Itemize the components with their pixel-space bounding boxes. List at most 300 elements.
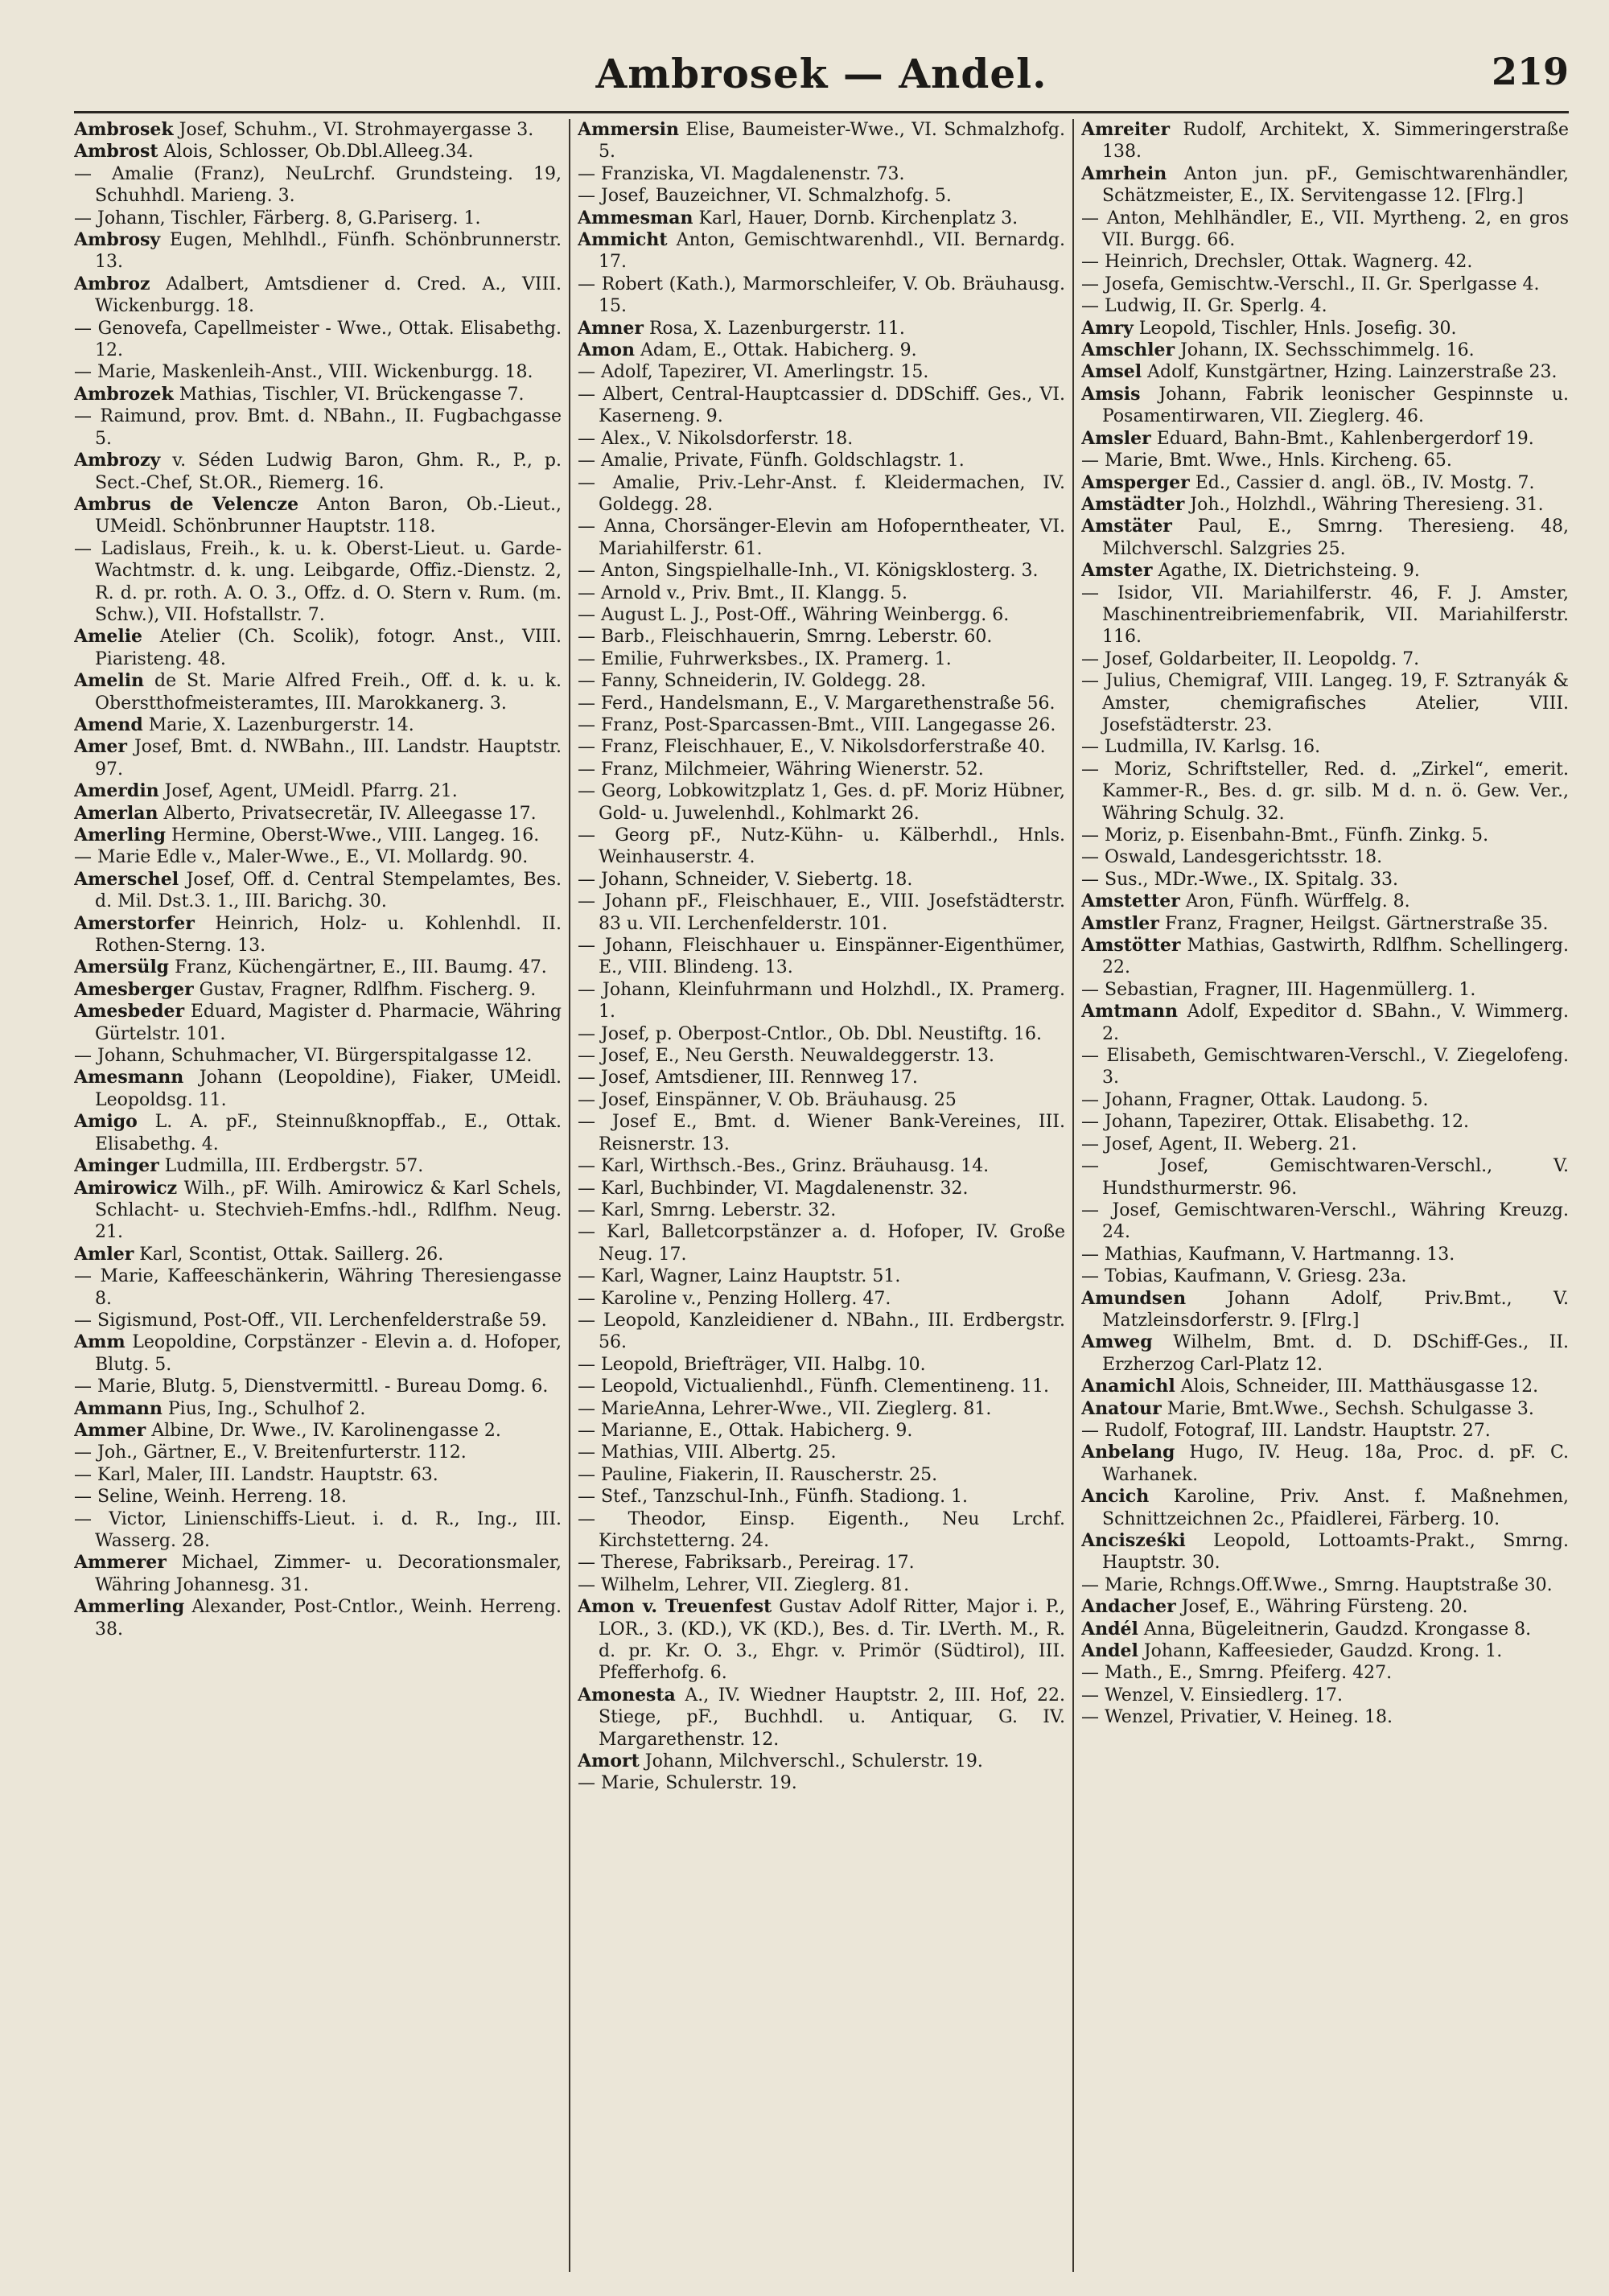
directory-entry xyxy=(578,1442,1065,1463)
entry-text: Johann, IX. Sechsschimmelg. 16. xyxy=(1180,340,1475,361)
directory-entry xyxy=(578,185,1065,207)
column-2 xyxy=(578,119,1065,2272)
entry-text: — Theodor, Einsp. Eigenth., Neu Lrchf. Kirchstetterng. 24. xyxy=(578,1508,1065,1551)
directory-entry xyxy=(578,516,1065,560)
directory-entry xyxy=(578,1178,1065,1199)
directory-entry xyxy=(1081,1288,1569,1332)
entry-text: Adolf, Expeditor d. SBahn., V. Wimmerg. 2. xyxy=(1102,1002,1569,1044)
directory-entry xyxy=(1081,472,1569,494)
directory-entry xyxy=(578,318,1065,339)
entry-surname: Amelie xyxy=(74,626,143,648)
entry-text: Marie, X. Lazenburgerstr. 14. xyxy=(148,714,414,735)
entry-surname: Ammicht xyxy=(578,229,668,251)
directory-entry xyxy=(74,229,562,274)
entry-text: — Mathias, Kaufmann, V. Hartmanng. 13. xyxy=(1081,1244,1455,1265)
entry-surname: Amerstorfer xyxy=(74,912,195,934)
directory-entry xyxy=(578,163,1065,185)
entry-text: Anton Baron, Ob.-Lieut., UMeidl. Schönbrunner Hauptstr. 118. xyxy=(95,494,562,537)
entry-text: — Marie, Rchngs.Off.Wwe., Smrng. Hauptstraße 30. xyxy=(1081,1574,1553,1595)
entry-surname: Amort xyxy=(578,1751,640,1772)
directory-entry xyxy=(578,1376,1065,1397)
entry-text: — Marie, Kaffeeschänkerin, Währing Theresiengasse 8. xyxy=(74,1266,562,1309)
entry-text: Michael, Zimmer- u. Decorationsmaler, Währing Johannesg. 31. xyxy=(95,1553,562,1595)
directory-entry xyxy=(578,1354,1065,1376)
entry-text: Karl, Scontist, Ottak. Saillerg. 26. xyxy=(139,1244,444,1265)
entry-text: — Wilhelm, Lehrer, VII. Zieglerg. 81. xyxy=(578,1574,910,1595)
entry-surname: Amer xyxy=(74,736,127,758)
entry-text: — Leopold, Kanzleidiener d. NBahn., III. Erdbergstr. 56. xyxy=(578,1310,1065,1353)
entry-text: — Ferd., Handelsmann, E., V. Margarethenstraße 56. xyxy=(578,693,1056,714)
directory-entry xyxy=(1081,516,1569,560)
entry-text: — August L. J., Post-Off., Währing Weinbergg. 6. xyxy=(578,604,1010,625)
entry-text: Johann, Milchverschl., Schulerstr. 19. xyxy=(644,1751,983,1772)
entry-text: Rosa, X. Lazenburgerstr. 11. xyxy=(648,318,905,339)
entry-text: — Josef, Agent, II. Weberg. 21. xyxy=(1081,1134,1357,1154)
directory-entry xyxy=(1081,1376,1569,1397)
entry-text: — Leopold, Victualienhdl., Fünfh. Clementineng. 11. xyxy=(578,1376,1049,1397)
directory-entry xyxy=(1081,384,1569,428)
entry-text: — Josef, Bauzeichner, VI. Schmalzhofg. 5. xyxy=(578,186,952,207)
directory-entry xyxy=(578,780,1065,825)
directory-entry xyxy=(578,1067,1065,1088)
directory-entry xyxy=(74,1376,562,1397)
directory-entry xyxy=(74,1331,562,1376)
directory-entry xyxy=(578,648,1065,670)
directory-entry xyxy=(74,1398,562,1420)
directory-entry xyxy=(1081,582,1569,648)
directory-page xyxy=(74,43,1569,2272)
entry-surname: Ambrus de Velencze xyxy=(74,493,299,515)
entry-text: Eugen, Mehlhdl., Fünfh. Schönbrunnerstr. 13. xyxy=(95,230,562,273)
entry-text: — Ludmilla, IV. Karlsg. 16. xyxy=(1081,737,1321,758)
directory-entry xyxy=(578,825,1065,869)
directory-entry xyxy=(1081,913,1569,935)
entry-text: — Karl, Smrng. Leberstr. 32. xyxy=(578,1199,837,1220)
entry-text: — Emilie, Fuhrwerksbes., IX. Pramerg. 1. xyxy=(578,648,952,669)
entry-text: Anton jun. pF., Gemischtwarenhändler, Schätzmeister, E., IX. Servitengasse 12. [Flrg.] xyxy=(1102,163,1569,207)
entry-text: A., IV. Wiedner Hauptstr. 2, III. Hof, 22. Stiege, pF., Buchhdl. u. Antiquar, G. IV. Margarethenstr. 12. xyxy=(599,1685,1065,1750)
directory-entry xyxy=(1081,428,1569,450)
directory-entry xyxy=(578,1486,1065,1508)
entry-text: — Mathias, VIII. Albertg. 25. xyxy=(578,1442,837,1463)
directory-entry xyxy=(578,560,1065,582)
entry-text: — Raimund, prov. Bmt. d. NBahn., II. Fugbachgasse 5. xyxy=(74,406,562,449)
entry-text: Elise, Baumeister-Wwe., VI. Schmalzhofg. 5. xyxy=(599,120,1065,163)
directory-entry xyxy=(578,339,1065,361)
entry-surname: Amesberger xyxy=(74,978,194,1000)
entry-text: — Marie, Bmt. Wwe., Hnls. Kircheng. 65. xyxy=(1081,451,1452,471)
entry-text: — Johann, Tischler, Färberg. 8, G.Pariserg. 1. xyxy=(74,208,481,228)
entry-text: Franz, Küchengärtner, E., III. Baumg. 47. xyxy=(175,957,547,978)
entry-text: — Joh., Gärtner, E., V. Breitenfurterstr. 112. xyxy=(74,1442,467,1463)
entry-surname: Amtmann xyxy=(1081,1001,1179,1023)
directory-entry xyxy=(578,1155,1065,1177)
directory-entry xyxy=(74,869,562,913)
directory-entry xyxy=(74,714,562,736)
directory-entry xyxy=(1081,339,1569,361)
directory-entry xyxy=(1081,736,1569,758)
directory-entry xyxy=(1081,1111,1569,1133)
page-header xyxy=(74,43,1569,113)
directory-entry xyxy=(74,450,562,494)
directory-entry xyxy=(578,119,1065,163)
directory-entry xyxy=(1081,318,1569,339)
directory-entry xyxy=(1081,1398,1569,1420)
directory-entry xyxy=(1081,1619,1569,1640)
entry-text: — Josef, Amtsdiener, III. Rennweg 17. xyxy=(578,1068,918,1088)
entry-surname: Andacher xyxy=(1081,1596,1176,1618)
entry-text: — Johann, Kleinfuhrmann und Holzhdl., IX. Pramerg. 1. xyxy=(578,979,1065,1023)
entry-surname: Amerling xyxy=(74,825,167,846)
directory-entry xyxy=(74,626,562,670)
entry-surname: Amstädter xyxy=(1081,493,1185,515)
entry-text: Wilh., pF. Wilh. Amirowicz & Karl Schels, Schlacht- u. Stechvieh-Emfns.-hdl., Rdlfhm. Neug. 21. xyxy=(95,1178,562,1243)
directory-entry xyxy=(74,1310,562,1331)
entry-surname: Amundsen xyxy=(1081,1287,1187,1309)
entry-text: — MarieAnna, Lehrer-Wwe., VII. Zieglerg. 81. xyxy=(578,1398,992,1419)
directory-entry xyxy=(578,1288,1065,1310)
entry-text: — Wenzel, Privatier, V. Heineg. 18. xyxy=(1081,1707,1393,1728)
directory-entry xyxy=(74,1045,562,1067)
entry-text: — Marianne, E., Ottak. Habicherg. 9. xyxy=(578,1420,913,1441)
directory-entry xyxy=(578,1265,1065,1287)
entry-text: — Karl, Wagner, Lainz Hauptstr. 51. xyxy=(578,1266,901,1287)
entry-surname: Amschler xyxy=(1081,339,1175,361)
entry-text: — Ludwig, II. Gr. Sperlg. 4. xyxy=(1081,296,1327,317)
column-3 xyxy=(1081,119,1569,2272)
directory-entry xyxy=(578,1089,1065,1111)
entry-surname: Amstäter xyxy=(1081,516,1172,537)
entry-text: — Sebastian, Fragner, III. Hagenmüllerg. 1. xyxy=(1081,979,1476,1000)
directory-entry xyxy=(74,119,562,141)
entry-text: — Ladislaus, Freih., k. u. k. Oberst-Lieut. u. Garde-Wachtmstr. d. k. ung. Leibgarde, Offiz.-Dienstz. 2, R. d. pr. roth. A. O. 3., Offz. d. O. Stern v. Rum. (m. Schw.), VII. Hofstallstr. 7. xyxy=(74,538,562,625)
entry-text: — Anton, Mehlhändler, E., VII. Myrtheng. 2, en gros VII. Burgg. 66. xyxy=(1081,208,1569,251)
directory-entry xyxy=(1081,274,1569,295)
directory-entry xyxy=(1081,1134,1569,1155)
directory-entry xyxy=(74,825,562,846)
entry-surname: Ambroz xyxy=(74,273,150,294)
entry-text: Anton, Gemischtwarenhdl., VII. Bernardg. 17. xyxy=(599,230,1065,273)
entry-text: — Math., E., Smrng. Pfeiferg. 427. xyxy=(1081,1663,1393,1684)
page-number: 219 xyxy=(1491,50,1569,93)
entry-surname: Amersülg xyxy=(74,957,170,978)
entry-surname: Andel xyxy=(1081,1640,1138,1662)
entry-surname: Ambrost xyxy=(74,141,158,163)
entry-surname: Ammer xyxy=(74,1419,146,1441)
directory-entry xyxy=(74,274,562,318)
directory-entry xyxy=(578,979,1065,1023)
entry-surname: Ambrozy xyxy=(74,450,161,471)
directory-entry xyxy=(1081,1265,1569,1287)
entry-text: — Arnold v., Priv. Bmt., II. Klangg. 5. xyxy=(578,582,907,603)
entry-text: Alberto, Privatsecretär, IV. Alleegasse 17. xyxy=(163,803,537,824)
directory-entry xyxy=(578,1221,1065,1265)
directory-entry xyxy=(578,229,1065,274)
entry-text: — Seline, Weinh. Herreng. 18. xyxy=(74,1487,348,1508)
entry-columns xyxy=(74,119,1569,2272)
entry-text: Alois, Schlosser, Ob.Dbl.Alleeg.34. xyxy=(163,142,474,163)
directory-entry xyxy=(578,1199,1065,1221)
entry-text: Heinrich, Holz- u. Kohlenhdl. II. Rothen-Sterng. 13. xyxy=(95,913,562,957)
directory-entry xyxy=(578,604,1065,626)
directory-entry xyxy=(578,626,1065,648)
directory-entry xyxy=(578,1508,1065,1553)
directory-entry xyxy=(1081,1530,1569,1574)
directory-entry xyxy=(1081,891,1569,912)
entry-surname: Amend xyxy=(74,714,143,735)
entry-text: Marie, Bmt.Wwe., Sechsh. Schulgasse 3. xyxy=(1167,1398,1534,1419)
entry-text: Paul, E., Smrng. Theresieng. 48, Milchverschl. Salzgries 25. xyxy=(1102,516,1569,559)
directory-entry xyxy=(578,450,1065,471)
entry-text: — Franz, Fleischhauer, E., V. Nikolsdorferstraße 40. xyxy=(578,737,1046,758)
entry-text: Alexander, Post-Cntlor., Weinh. Herreng. 38. xyxy=(95,1597,562,1640)
entry-surname: Aminger xyxy=(74,1155,159,1177)
directory-entry xyxy=(1081,846,1569,868)
entry-surname: Ammesman xyxy=(578,207,693,228)
directory-entry xyxy=(578,1772,1065,1794)
entry-text: Adolf, Kunstgärtner, Hzing. Lainzerstraße 23. xyxy=(1147,362,1558,383)
entry-surname: Amster xyxy=(1081,560,1153,582)
entry-text: Leopold, Tischler, Hnls. Josefig. 30. xyxy=(1138,318,1457,339)
entry-text: v. Séden Ludwig Baron, Ghm. R., P., p. Sect.-Chef, St.OR., Riemerg. 16. xyxy=(95,451,562,493)
entry-text: Agathe, IX. Dietrichsteing. 9. xyxy=(1158,561,1420,582)
directory-entry xyxy=(74,1420,562,1442)
entry-text: — Alex., V. Nikolsdorferstr. 18. xyxy=(578,428,854,449)
entry-surname: Amerschel xyxy=(74,868,179,890)
entry-surname: Amrhein xyxy=(1081,163,1167,184)
directory-entry xyxy=(578,1420,1065,1442)
directory-entry xyxy=(1081,1640,1569,1662)
entry-text: — Victor, Linienschiffs-Lieut. i. d. R., Ing., III. Wasserg. 28. xyxy=(74,1508,562,1551)
directory-entry xyxy=(1081,1155,1569,1199)
entry-surname: Anbelang xyxy=(1081,1442,1175,1463)
entry-surname: Ambrosek xyxy=(74,119,174,140)
entry-text: — Fanny, Schneiderin, IV. Goldegg. 28. xyxy=(578,671,927,692)
directory-entry xyxy=(74,957,562,978)
entry-text: Karl, Hauer, Dornb. Kirchenplatz 3. xyxy=(698,208,1018,228)
entry-text: — Rudolf, Fotograf, III. Landstr. Hauptstr. 27. xyxy=(1081,1420,1491,1441)
directory-entry xyxy=(74,1486,562,1508)
entry-text: — Robert (Kath.), Marmorschleifer, V. Ob. Bräuhausg. 15. xyxy=(578,274,1065,317)
entry-surname: Amler xyxy=(74,1243,134,1265)
entry-text: de St. Marie Alfred Freih., Off. d. k. u. k. Oberstthofmeisteramtes, III. Marokkanerg. 3. xyxy=(95,671,562,714)
entry-surname: Amerdin xyxy=(74,780,159,802)
entry-text: — Johann, Schneider, V. Siebertg. 18. xyxy=(578,869,913,890)
directory-entry xyxy=(74,208,562,229)
entry-surname: Amigo xyxy=(74,1111,138,1133)
directory-entry xyxy=(74,846,562,868)
entry-text: Karoline, Priv. Anst. f. Maßnehmen, Schnittzeichnen 2c., Pfaidlerei, Färberg. 10. xyxy=(1102,1487,1569,1529)
entry-text: — Stef., Tanzschul-Inh., Fünfh. Stadiong. 1. xyxy=(578,1487,969,1508)
directory-entry xyxy=(1081,1001,1569,1045)
directory-entry xyxy=(1081,251,1569,273)
directory-entry xyxy=(1081,935,1569,979)
entry-surname: Ambrosy xyxy=(74,229,161,251)
directory-entry xyxy=(578,1111,1065,1155)
entry-text: Wilhelm, Bmt. d. D. DSchiff-Ges., II. Erzherzog Carl-Platz 12. xyxy=(1102,1332,1569,1375)
entry-surname: Ancisześki xyxy=(1081,1530,1186,1551)
entry-text: Ludmilla, III. Erdbergstr. 57. xyxy=(164,1156,424,1177)
directory-entry xyxy=(74,1067,562,1111)
entry-text: — Albert, Central-Hauptcassier d. DDSchiff. Ges., VI. Kaserneng. 9. xyxy=(578,384,1065,427)
entry-text: Rudolf, Architekt, X. Simmeringerstraße 138. xyxy=(1102,120,1569,163)
entry-surname: Amm xyxy=(74,1331,126,1353)
entry-text: Johann (Leopoldine), Fiaker, UMeidl. Leopoldsg. 11. xyxy=(95,1068,562,1110)
entry-surname: Amon v. Treuenfest xyxy=(578,1596,772,1618)
directory-entry xyxy=(74,1508,562,1553)
entry-text: Hugo, IV. Heug. 18a, Proc. d. pF. C. Warhanek. xyxy=(1102,1442,1569,1485)
entry-text: — Karl, Maler, III. Landstr. Hauptstr. 63. xyxy=(74,1464,438,1485)
entry-surname: Amsis xyxy=(1081,383,1141,405)
entry-text: — Barb., Fleischhauerin, Smrng. Leberstr. 60. xyxy=(578,627,993,648)
directory-entry xyxy=(578,759,1065,780)
entry-surname: Ambrozek xyxy=(74,383,174,405)
entry-text: Gustav, Fragner, Rdlfhm. Fischerg. 9. xyxy=(199,979,537,1000)
directory-entry xyxy=(1081,208,1569,252)
entry-surname: Amesbeder xyxy=(74,1001,185,1023)
entry-text: — Karoline v., Penzing Hollerg. 47. xyxy=(578,1288,891,1309)
entry-surname: Andél xyxy=(1081,1618,1138,1640)
directory-entry xyxy=(74,1464,562,1486)
entry-surname: Amner xyxy=(578,317,644,339)
directory-entry xyxy=(1081,450,1569,471)
directory-entry xyxy=(74,913,562,957)
directory-entry xyxy=(74,141,562,163)
directory-entry xyxy=(1081,1486,1569,1530)
directory-entry xyxy=(578,693,1065,714)
directory-entry xyxy=(1081,1596,1569,1618)
directory-entry xyxy=(74,1111,562,1155)
directory-entry xyxy=(74,1552,562,1596)
entry-text: — Anton, Singspielhalle-Inh., VI. Königsklosterg. 3. xyxy=(578,561,1039,582)
entry-surname: Ammerling xyxy=(74,1596,185,1618)
entry-text: — Josef, Gemischtwaren-Verschl., Währing Kreuzg. 24. xyxy=(1081,1199,1569,1243)
directory-entry xyxy=(1081,119,1569,163)
directory-entry xyxy=(578,428,1065,450)
entry-surname: Amstetter xyxy=(1081,891,1180,912)
entry-text: Leopoldine, Corpstänzer - Elevin a. d. Hofoper, Blutg. 5. xyxy=(95,1332,562,1375)
entry-surname: Ancich xyxy=(1081,1486,1150,1508)
entry-text: — Georg, Lobkowitzplatz 1, Ges. d. pF. Moriz Hübner, Gold- u. Juwelenhdl., Kohlmarkt 26. xyxy=(578,781,1065,824)
directory-entry xyxy=(578,1023,1065,1045)
directory-entry xyxy=(1081,1574,1569,1596)
directory-entry xyxy=(1081,1045,1569,1089)
directory-entry xyxy=(578,1596,1065,1685)
entry-text: Franz, Fragner, Heilgst. Gärtnerstraße 35. xyxy=(1164,913,1549,934)
entry-text: L. A. pF., Steinnußknopffab., E., Ottak. Elisabethg. 4. xyxy=(95,1112,562,1154)
entry-text: — Anna, Chorsänger-Elevin am Hofoperntheater, VI. Mariahilferstr. 61. xyxy=(578,516,1065,559)
entry-text: — Josefa, Gemischtw.-Verschl., II. Gr. Sperlgasse 4. xyxy=(1081,274,1540,294)
entry-surname: Amesmann xyxy=(74,1067,184,1088)
directory-entry xyxy=(1081,163,1569,208)
directory-entry xyxy=(578,736,1065,758)
directory-entry xyxy=(74,538,562,627)
directory-entry xyxy=(1081,494,1569,516)
entry-text: Josef, E., Währing Fürsteng. 20. xyxy=(1181,1597,1468,1618)
entry-surname: Amry xyxy=(1081,317,1134,339)
entry-text: — Karl, Buchbinder, VI. Magdalenenstr. 32. xyxy=(578,1178,969,1199)
entry-text: — Genovefa, Capellmeister - Wwe., Ottak. Elisabethg. 12. xyxy=(74,318,562,361)
entry-surname: Amsel xyxy=(1081,361,1142,383)
entry-surname: Amerlan xyxy=(74,802,158,824)
column-1 xyxy=(74,119,562,2272)
directory-entry xyxy=(578,1464,1065,1486)
directory-entry xyxy=(578,582,1065,604)
entry-text: Aron, Fünfh. Würffelg. 8. xyxy=(1185,891,1410,912)
entry-text: — Sus., MDr.-Wwe., IX. Spitalg. 33. xyxy=(1081,869,1399,890)
directory-entry xyxy=(74,318,562,362)
entry-text: — Karl, Wirthsch.-Bes., Grinz. Bräuhausg. 14. xyxy=(578,1156,990,1177)
entry-text: Josef, Off. d. Central Stempelamtes, Bes. d. Mil. Dst.3. 1., III. Barichg. 30. xyxy=(95,869,562,912)
directory-entry xyxy=(578,1398,1065,1420)
directory-entry xyxy=(74,361,562,383)
directory-entry xyxy=(74,1155,562,1177)
directory-entry xyxy=(74,1442,562,1463)
entry-text: — Elisabeth, Gemischtwaren-Verschl., V. Ziegelofeng. 3. xyxy=(1081,1046,1569,1088)
directory-entry xyxy=(1081,1442,1569,1486)
directory-entry xyxy=(1081,361,1569,383)
directory-entry xyxy=(578,1685,1065,1751)
directory-entry xyxy=(578,714,1065,736)
entry-text: — Wenzel, V. Einsiedlerg. 17. xyxy=(1081,1685,1343,1706)
directory-entry xyxy=(578,670,1065,692)
entry-text: Anna, Bügeleitnerin, Gaudzd. Krongasse 8. xyxy=(1143,1619,1532,1640)
entry-surname: Ammersin xyxy=(578,119,679,140)
entry-text: — Adolf, Tapezirer, VI. Amerlingstr. 15. xyxy=(578,362,929,383)
entry-text: — Josef E., Bmt. d. Wiener Bank-Vereines, III. Reisnerstr. 13. xyxy=(578,1112,1065,1154)
directory-entry xyxy=(1081,648,1569,670)
directory-entry xyxy=(1081,1706,1569,1728)
directory-entry xyxy=(578,1045,1065,1067)
entry-surname: Amweg xyxy=(1081,1331,1153,1353)
entry-text: Atelier (Ch. Scolik), fotogr. Anst., VIII. Piaristeng. 48. xyxy=(95,627,562,669)
entry-text: — Josef, Einspänner, V. Ob. Bräuhausg. 25 xyxy=(578,1089,957,1110)
directory-entry xyxy=(74,1596,562,1640)
directory-entry xyxy=(1081,1685,1569,1706)
entry-surname: Amstötter xyxy=(1081,935,1181,957)
directory-entry xyxy=(1081,869,1569,891)
directory-entry xyxy=(1081,979,1569,1001)
entry-text: — Franziska, VI. Magdalenenstr. 73. xyxy=(578,163,905,184)
directory-entry xyxy=(74,736,562,780)
directory-entry xyxy=(578,274,1065,318)
directory-entry xyxy=(74,803,562,825)
directory-entry xyxy=(578,935,1065,979)
entry-text: — Karl, Balletcorpstänzer a. d. Hofoper, IV. Große Neug. 17. xyxy=(578,1222,1065,1265)
entry-text: — Pauline, Fiakerin, II. Rauscherstr. 25. xyxy=(578,1464,938,1485)
entry-text: Ed., Cassier d. angl. öB., IV. Mostg. 7. xyxy=(1195,472,1535,493)
entry-surname: Amelin xyxy=(74,670,145,692)
entry-surname: Anatour xyxy=(1081,1397,1162,1419)
entry-text: — Leopold, Briefträger, VII. Halbg. 10. xyxy=(578,1354,926,1375)
directory-entry xyxy=(74,979,562,1001)
entry-text: — Franz, Post-Sparcassen-Bmt., VIII. Langegasse 26. xyxy=(578,714,1056,735)
entry-surname: Amstler xyxy=(1081,912,1159,934)
directory-entry xyxy=(578,472,1065,516)
directory-entry xyxy=(1081,670,1569,736)
entry-text: — Oswald, Landesgerichtsstr. 18. xyxy=(1081,847,1383,868)
directory-entry xyxy=(1081,759,1569,825)
entry-text: Josef, Bmt. d. NWBahn., III. Landstr. Hauptstr. 97. xyxy=(95,737,562,780)
directory-entry xyxy=(74,384,562,405)
entry-text: — Johann, Fleischhauer u. Einspänner-Eigenthümer, E., VIII. Blindeng. 13. xyxy=(578,936,1065,978)
entry-text: — Heinrich, Drechsler, Ottak. Wagnerg. 42. xyxy=(1081,252,1473,273)
directory-entry xyxy=(1081,825,1569,846)
entry-text: — Moriz, p. Eisenbahn-Bmt., Fünfh. Zinkg. 5. xyxy=(1081,825,1489,846)
entry-text: — Josef, E., Neu Gersth. Neuwaldeggerstr. 13. xyxy=(578,1046,995,1067)
entry-text: — Johann, Tapezirer, Ottak. Elisabethg. 12. xyxy=(1081,1112,1469,1133)
directory-entry xyxy=(578,384,1065,428)
